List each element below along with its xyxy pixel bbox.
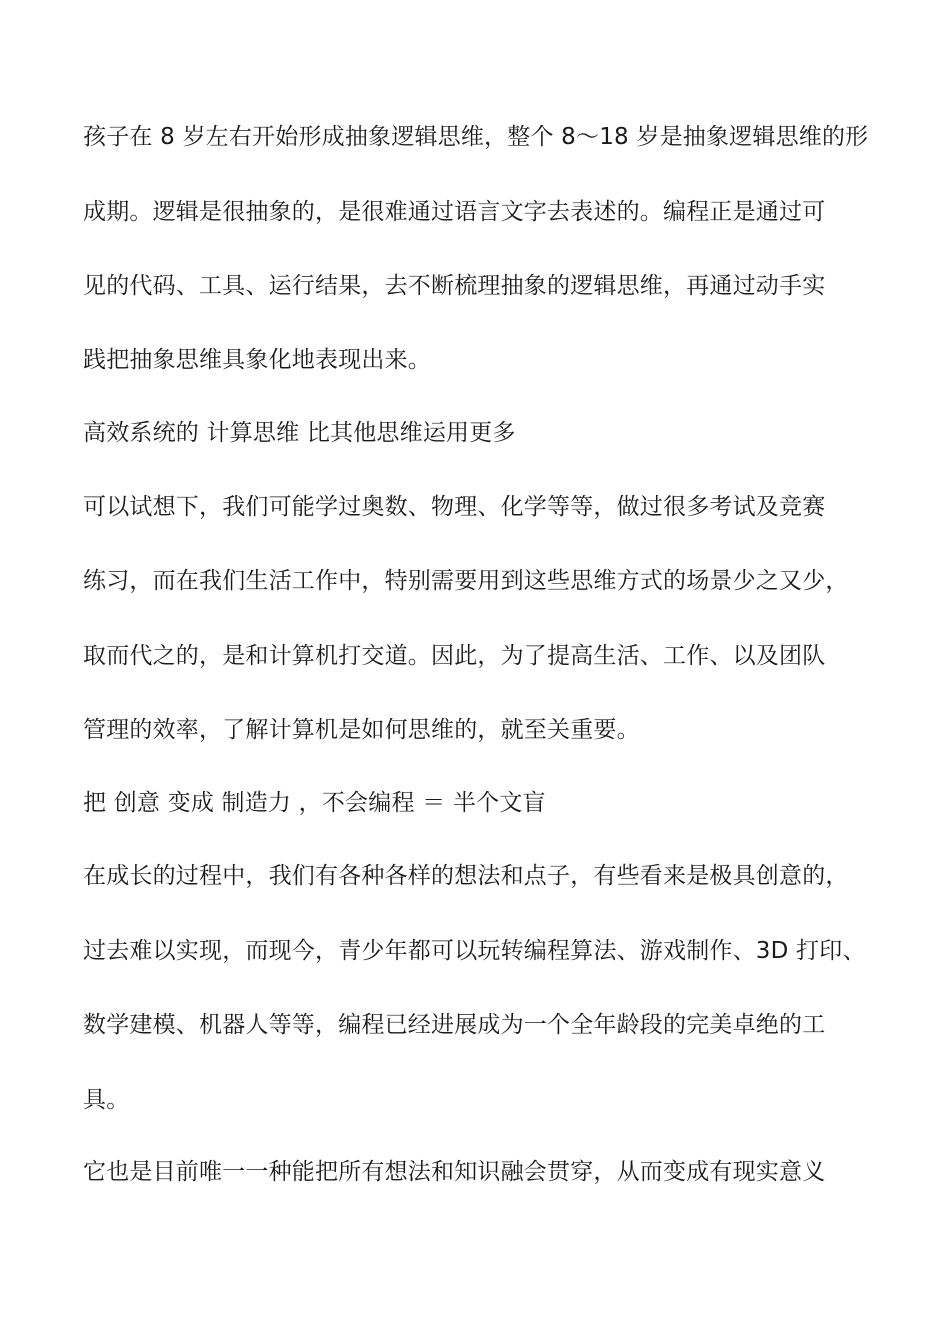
section-heading-creativity: 把 创意 变成 制造力 ，不会编程 ＝ 半个文盲 — [83, 790, 546, 816]
paragraph-line: 践把抽象思维具象化地表现出来。 — [83, 347, 431, 373]
paragraph-line: 它也是目前唯一一种能把所有想法和知识融会贯穿，从而变成有现实意义 — [83, 1159, 826, 1185]
paragraph-line: 练习，而在我们生活工作中，特别需要用到这些思维方式的场景少之又少， — [83, 568, 849, 594]
paragraph-line: 可以试想下，我们可能学过奥数、物理、化学等等，做过很多考试及竞赛 — [83, 494, 826, 520]
paragraph-line: 成期。逻辑是很抽象的，是很难通过语言文字去表述的。编程正是通过可 — [83, 199, 826, 225]
paragraph-line: 见的代码、工具、运行结果，去不断梳理抽象的逻辑思维，再通过动手实 — [83, 273, 826, 299]
section-heading-computational-thinking: 高效系统的 计算思维 比其他思维运用更多 — [83, 420, 516, 446]
paragraph-line: 具。 — [83, 1087, 130, 1113]
paragraph-line: 管理的效率，了解计算机是如何思维的，就至关重要。 — [83, 717, 640, 743]
paragraph-line: 数学建模、机器人等等，编程已经进展成为一个全年龄段的完美卓绝的工 — [83, 1012, 826, 1038]
paragraph-line: 在成长的过程中，我们有各种各样的想法和点子，有些看来是极具创意的， — [83, 863, 849, 889]
paragraph-line: 过去难以实现，而现今，青少年都可以玩转编程算法、游戏制作、3D 打印、 — [83, 938, 866, 964]
paragraph-line: 取而代之的，是和计算机打交道。因此，为了提高生活、工作、以及团队 — [83, 643, 826, 669]
paragraph-line: 孩子在 8 岁左右开始形成抽象逻辑思维，整个 8～18 岁是抽象逻辑思维的形 — [83, 124, 869, 150]
